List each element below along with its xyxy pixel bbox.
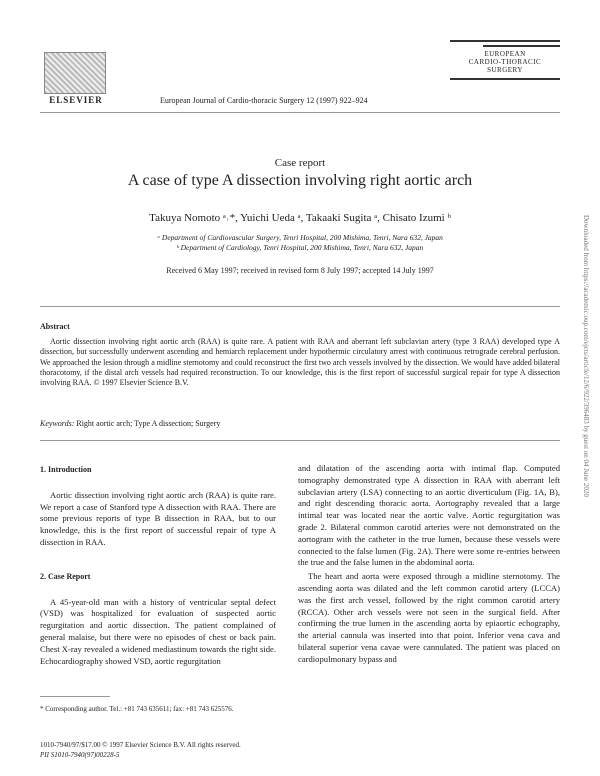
abstract-heading: Abstract [40,322,70,331]
abstract-bottom-divider [40,440,560,441]
journal-logo-line-1: EUROPEAN [484,50,526,58]
affiliation-a: ᵃ Department of Cardiovascular Surgery, Tenri Hospital, 200 Mishima, Tenri, Nara 632, Japan [157,233,443,242]
header-divider [40,112,560,113]
introduction-paragraph: Aortic dissection involving right aortic arch (RAA) is quite rare. We report a case of Stanford type A dissection with RAA. There are some previous reports of type B dissection in RAA, but to our knowledge, this is the first report of successful repair of type A dissection in RAA. [40,489,276,547]
copyright-line: 1010-7940/97/$17.00 © 1997 Elsevier Science B.V. All rights reserved. [40,741,241,749]
article-type: Case report [274,157,326,169]
abstract-text: Aortic dissection involving right aortic arch (RAA) is quite rare. A patient with RAA and aberrant left subclavian artery (type 3 RAA) developed type A dissection, but successfully underwent ascending and hemiarch replacement under hypothermic circulatory arrest with continuous retrograde cerebral perfusion. We approached the lesion through a midline sternotomy and could reconstruct the first two arch vessels involved by the dissection. We would have added bilateral thoracotomy, if the distal arch vessels had required reconstruction. To our knowledge, this is the first report of successful surgical repair for type A dissection involving RAA. © 1997 Elsevier Science B.V. [40,337,560,388]
keywords-label: Keywords: [40,419,75,428]
footnote-divider [40,696,110,697]
article-title: A case of type A dissection involving right aortic arch [127,172,473,189]
section-heading-introduction: 1. Introduction [40,465,92,474]
keywords [40,419,220,428]
case-report-continued-paragraph: and dilatation of the ascending aorta with intimal flap. Computed tomography demonstrated type A dissection in RAA with aberrant left subclavian artery (LSA) connecting to an aortic diverticulum (Fig. 1A, B), and right descending thoracic aorta. Aortography revealed that a large intimal tear was located near the aortic valve. Aortic regurgitation was grade 2. Bilateral common carotid arteries were not demonstrated on the aortogram with the catheter in the true lumen, because these vessels were connected to the false lumen (Fig. 2A). There were some re-entries between the true and the false lumen in the abdominal aorta. [298,463,560,568]
abstract-top-divider [40,306,560,307]
right-column [298,463,560,666]
section-heading-case-report: 2. Case Report [40,571,91,581]
publisher-logo [40,52,112,106]
case-report-paragraph: A 45-year-old man with a history of ventricular septal defect (VSD) was hospitalized for evaluation of suspected aortic regurgitation and aortic dissection. The patient complained of general malaise, but there were no episodes of chest or back pain. Chest X-ray revealed a widened mediastinum towards the right side. Echocardiography showed VSD, aortic regurgitation [40,596,276,666]
journal-logo-line-3: SURGERY [487,66,523,74]
journal-reference: European Journal of Cardio-thoracic Surgery 12 (1997) 922–924 [160,96,368,105]
received-dates: Received 6 May 1997; received in revised form 8 July 1997; accepted 14 July 1997 [166,266,434,275]
surgery-paragraph: The heart and aorta were exposed through a midline sternotomy. The ascending aorta was dilated and the left common carotid artery (LCCA) was the first arch vessel, followed by the right common carotid artery (RCCA). Other arch vessels were not seen in the surgical field. After confirming the true lumen in the ascending aorta by epiaortic echography, the arterial cannula was inserted into that point. Inferior vena cava and bilateral superior vena cavae were cannulated. The patient was placed on cardiopulmonary bypass and [298,571,560,664]
journal-logo-line-2: CARDIO-THORACIC [468,58,542,66]
keywords-list: Right aortic arch; Type A dissection; Surgery [76,419,221,428]
pii-line: PII S1010-7940(97)00228-5 [40,751,120,759]
left-column [40,464,276,667]
download-watermark: Downloaded from https://academic.oup.com/ejcts/article/12/6/922/396483 by guest on 04 June 2020 [582,215,590,497]
journal-logo [450,40,560,83]
copyright-block [40,740,241,760]
affiliation-b: ᵇ Department of Cardiology, Tenri Hospital, 200 Mishima, Tenri, Nara 632, Japan [176,243,424,252]
tree-emblem-icon [44,52,106,94]
corresponding-author-footnote: * Corresponding author. Tel.: +81 743 635611; fax: +81 743 625576. [40,705,234,713]
publisher-name: ELSEVIER [49,95,103,105]
author-list: Takuya Nomoto ᵃ˒*, Yuichi Ueda ᵃ, Takaaki Sugita ᵃ, Chisato Izumi ᵇ [149,212,451,224]
